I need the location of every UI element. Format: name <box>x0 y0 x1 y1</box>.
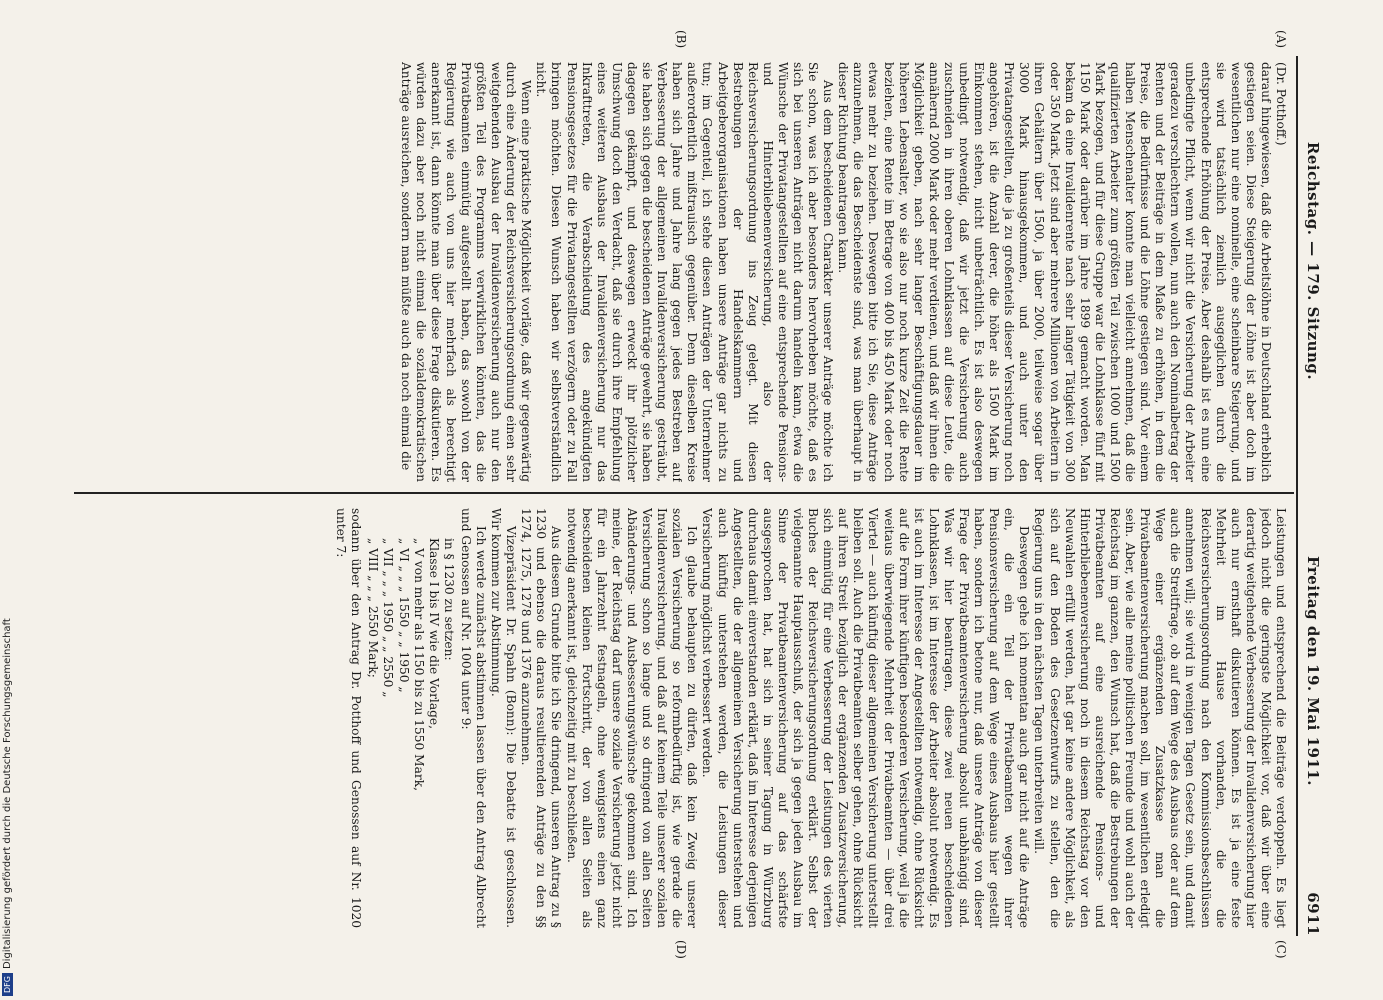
paragraph: Ich glaube behaupten zu dürfen, daß kein Zweig unserer sozialen Versicherung so reformbedürftig ist, wie gerade die Invalidenversicherung, und daß auf keinem Teile unserer sozialen Versicherung schon so lange und so dringend von allen Seiten Abänderungs- und Ausbesserungswünsche gekommen sind. Ich meine, der Reichstag darf unsere soziale Versicherung jetzt nicht für ein Jahrzehnt festnageln, ohne wenigstens einen ganz bescheidenen kleinen Fortschritt, der von allen Seiten als notwendig anerkannt ist, gleichzeitig mit zu beschließen. <box>564 508 700 928</box>
paragraph: Wenn eine praktische Möglichkeit vorläge, daß wir gegenwärtig durch eine Änderung der Reichsversicherungsordnung einen sehr weitgehenden Ausbau der Invalidenversicherung auch nur den größten Teil des Programms verwirklichen könnten, das die Privatbeamten einmütig aufgestellt haben, das sowohl von der Regierung wie auch von uns hier mehrfach als berechtigt anerkannt ist, dann könnte man über diese Frage diskutieren. Es würden dazu aber noch nicht einmal die sozialdemokratischen Anträge ausreichen, sondern man müßte auch da noch einmal die <box>398 62 534 482</box>
left-column <box>78 62 1288 482</box>
vote-list <box>365 538 456 928</box>
president-statement: Vizepräsident Dr. Spahn (Bonn): Die Debatte ist geschlossen. Wir kommen zur Abstimmung. <box>489 508 519 928</box>
right-column <box>78 508 1288 928</box>
vote-line: „ VIII „ „ „ 2550 Mark; <box>366 538 381 678</box>
vote-line: „ VII „ „ „ 1950 „ „ 2550 „ <box>381 538 396 698</box>
margin-marker-c: (C) <box>1274 940 1288 959</box>
digitization-credit-text: Digitalisierung gefördert durch die Deutsche Forschungsgemeinschaft <box>2 618 13 970</box>
header-date: Freitag den 19. Mai 1911. <box>1304 555 1322 787</box>
paragraph: Aus diesem Grunde bitte ich Sie dringend, unseren Antrag zu § 1230 und ebenso die daraus resultierenden Anträge zu den §§ 1274, 1275, 1278 und 1376 anzunehmen. <box>519 508 564 928</box>
margin-marker-d: (D) <box>674 940 688 959</box>
closing-line: sodann über den Antrag Dr. Potthoff und Genossen auf Nr. 1020 unter 7: <box>334 508 364 928</box>
page-number: 6911 <box>1304 892 1322 936</box>
vote-line: „ V von mehr als 1150 bis zu 1550 Mark, <box>411 538 426 792</box>
margin-marker-a: (A) <box>1274 30 1288 49</box>
paragraph: Deswegen gehe ich momentan auch gar nicht auf die Anträge ein, die ein Teil der Privatbeamten wegen ihrer Pensionsversicherung auf dem Wege eines Ausbaus hier gestellt haben, sondern ich betone nur, daß unsere Anträge von dieser Frage der Privatbeamtenversicherung absolut unabhängig sind. Was wir hier beantragen, diese zwei neuen bescheidenen Lohnklassen, ist im Interesse der Arbeiter absolut notwendig. Es ist auch im Interesse der Angestellten notwendig, ohne Rücksicht auf die Form ihrer künftigen besonderen Versicherung, weil ja die weitaus überwiegende Mehrheit der Privatbeamten — über drei Viertel — auch künftig dieser allgemeinen Versicherung unterstellt bleiben soll. Auch die Privatbeamten selber gehen, ohne Rücksicht auf ihren Streit bezüglich der ergänzenden Zusatzversicherung, sich einmütig für eine Verbesserung der Leistungen des vierten Buches der Reichsversicherungsordnung erklärt. Selbst der vielgenannte Hauptausschuß, der sich ja gegen jeden Ausbau im Sinne der Privatbeamtenversicherung auf das schärfste ausgesprochen hat, hat sich in seiner Tagung in Würzburg durchaus damit einverstanden erklärt, daß im Interesse derjenigen Angestellten, die der allgemeinen Versicherung unterstehen und auch künftig unterstehen werden, die Leistungen dieser Versicherung möglichst verbessert werden. <box>700 508 1032 928</box>
document-page <box>58 30 1328 959</box>
vote-intro: Ich werde zunächst abstimmen lassen über den Antrag Albrecht und Genossen auf Nr. 1004 unter 9: <box>458 508 489 928</box>
paragraph: Aus dem bescheidenen Charakter unserer Anträge möchte ich Sie schon, was ich aber besonders hervorheben möchte, daß es sich bei unseren Anträgen nicht darum handeln kann, etwa die Wünsche der Privatangestellten auf eine entsprechende Pensions- und Hinterbliebenenversicherung, also der Reichsversicherungsordnung ins Zeug gelegt. Mit diesen Bestrebungen der Handelskammern und Arbeitgeberorganisationen haben unsere Anträge gar nichts zu tun; im Gegenteil, ich stehe diesen Anträgen der Unternehmer außerordentlich mißtrauisch gegenüber. Denn dieselben Kreise haben sich Jahre und Jahre lang gegen jedes Bestreben auf Verbesserung der allgemeinen Invalidenversicherung gesträubt, sie haben sich gegen die bescheidenen Anträge gewehrt, sie haben dagegen gekämpft, und deswegen erweckt ihr plötzlicher Umschwung doch den Verdacht, daß sie durch ihre Empfehlung eines weiteren Ausbaus der Invalidenversicherung nur das Inkrafttreten, die Verabschiedung des angekündigten Pensionsgesetzes für die Privatangestellten verzögern oder zu Fall bringen möchten. Diesen Wunsch haben wir selbstverständlich nicht. <box>534 62 836 482</box>
paragraph: darauf hingewiesen, daß die Arbeitslöhne in Deutschland erheblich gestiegen seien. Diese Steigerung der Löhne ist aber doch im wesentlichen nur eine nominelle, eine scheinbare Steigerung, und sie wird tatsächlich ziemlich ausgeglichen durch die entsprechende Erhöhung der Preise. Aber deshalb ist es nun eine unbedingte Pflicht, wenn wir nicht die Versicherung der Arbeiter geradezu verschlechtern wollen, nun auch den Nominalbetrag der Renten und der Beiträge in dem Maße zu erhöhen, in dem die Preise, die Bedürfnisse und die Löhne gestiegen sind. Vor einem halben Menschenalter konnte man vielleicht annehmen, daß die qualifizierten Arbeiter zum größten Teil zwischen 1000 und 1500 Mark bezogen, und für diese Gruppe war die Lohnklasse fünf mit 1150 Mark oder darüber im Jahre 1899 gemacht worden. Man bekam da eine Invalidenrente nach sehr langer Tätigkeit von 300 oder 350 Mark. Jetzt sind aber mehrere Millionen von Arbeitern in ihren Gehältern über 1500, ja über 2000, teilweise sogar über 3000 Mark hinausgekommen, und auch unter den Privatangestellten, die ja zu großenteils dieser Versicherung noch angehören, ist die Anzahl derer, die höher als 1500 Mark im Einkommen stehen, nicht unbeträchtlich. Es ist also deswegen unbedingt notwendig, daß wir jetzt die Versicherung auch zuschneiden in ihren oberen Lohnklassen auf diese Leute, die annähernd 2000 Mark oder mehr verdienen, und daß wir ihnen die Möglichkeit geben, nach sehr langer Beschäftigungsdauer im höheren Lebensalter, wo sie also nur noch kurze Zeit die Rente beziehen, eine Rente im Betrage von 400 bis 450 Mark oder noch etwas mehr zu beziehen. Deswegen bitte ich Sie, diese Anträge anzunehmen, die das Bescheidenste sind, was man überhaupt in dieser Richtung beantragen kann. <box>836 62 1273 482</box>
margin-marker-b: (B) <box>674 30 688 49</box>
speaker-label: (Dr. Potthoff.) <box>1274 62 1288 146</box>
vote-line: Klasse I bis IV wie die Vorlage, <box>426 538 441 729</box>
vote-line: „ VI „ „ „ 1550 „ „ 1950 „ <box>396 538 411 693</box>
vote-section: in § 1230 zu setzen: <box>441 538 456 661</box>
page-header <box>1298 56 1328 936</box>
paragraph: Leistungen und entsprechend die Beiträge verdoppeln. Es liegt jedoch nicht die geringste Möglichkeit vor, daß wir über eine derartig weitgehende Verbesserung der Invalidenversicherung hier auch nur ernsthaft diskutieren können. Es ist ja eine feste Mehrheit im Hause vorhanden, die die Reichsversicherungsordnung nach den Kommissionsbeschlüssen annehmen will; sie wird in wenigen Tagen Gesetz sein, und damit auch die Streitfrage, ob auf dem Wege des Ausbaus oder auf dem Wege einer ergänzenden Zusatzkasse man die Privatbeamtenversicherung machen soll, im wesentlichen erledigt sein. Aber, wie alle meine politischen Freunde und wohl auch der Reichstag im ganzen, den Wunsch hat, daß die Bestrebungen der Privatbeamten auf eine ausreichende Pensions- und Hinterbliebenenversicherung noch in diesem Reichstag vor den Neuwahlen erfüllt werden, hat gar keine andere Möglichkeit, als sich auf den Boden des Gesetzentwurfs zu stellen, den die Regierung uns in den nächsten Tagen unterbreiten will. <box>1032 508 1288 928</box>
digitization-credit <box>2 618 13 996</box>
header-session: Reichstag. — 179. Sitzung. <box>1304 141 1322 381</box>
column-divider <box>74 492 1294 494</box>
header-rule <box>1296 56 1298 936</box>
dfg-logo: DFG <box>2 973 13 996</box>
